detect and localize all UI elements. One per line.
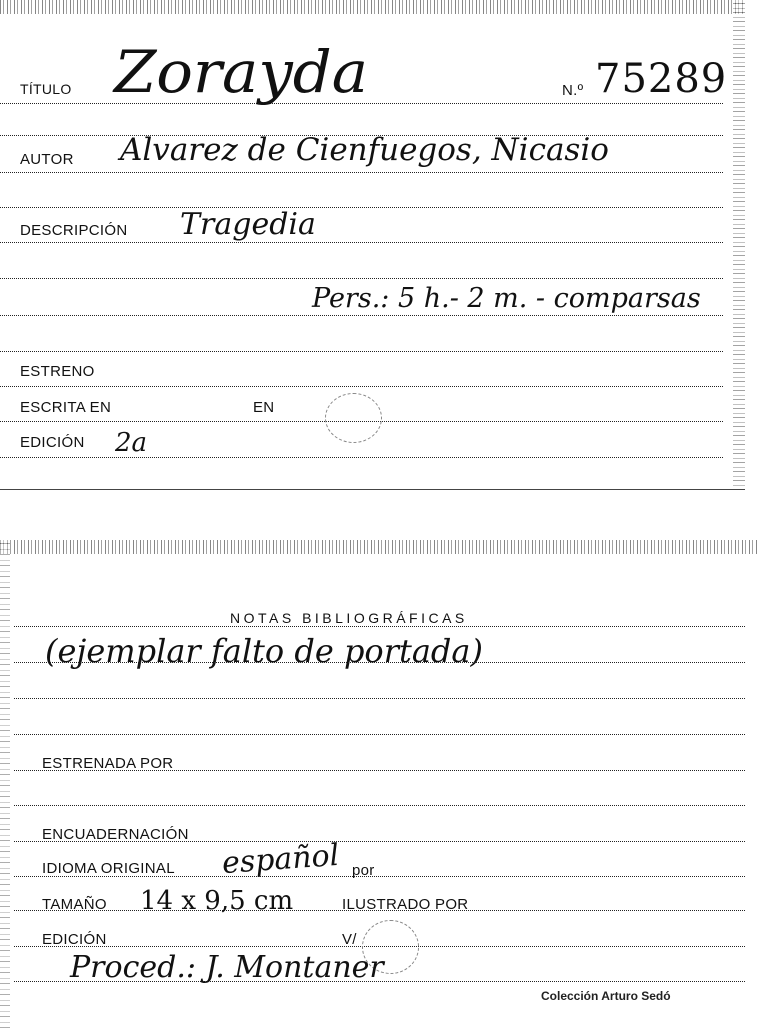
tamano-label: TAMAÑO — [42, 896, 107, 913]
ruled-line — [0, 242, 723, 243]
card-edge-texture — [733, 0, 745, 490]
card-edge-texture — [0, 540, 10, 1028]
idioma-label: IDIOMA ORIGINAL — [42, 860, 175, 877]
ruled-line — [0, 351, 723, 352]
descripcion-label: DESCRIPCIÓN — [20, 222, 128, 239]
card-edge-texture — [0, 540, 759, 554]
procedencia-value: Proced.: J. Montaner — [70, 950, 384, 985]
descripcion-extra: Pers.: 5 h.- 2 m. - comparsas — [312, 283, 701, 314]
por-label: por — [352, 862, 375, 879]
ruled-line — [14, 734, 745, 735]
escrita-en-label: ESCRITA EN — [20, 399, 112, 416]
ruled-line — [14, 626, 745, 627]
ruled-line — [0, 172, 723, 173]
ruled-line — [0, 315, 723, 316]
notas-value: (ejemplar falto de portada) — [45, 632, 483, 670]
catalog-card-front — [0, 0, 745, 490]
collection-footer: Colección Arturo Sedó — [541, 989, 671, 1003]
descripcion-value: Tragedia — [180, 207, 316, 242]
catalog-card-back — [0, 540, 759, 1028]
estrenada-label: ESTRENADA POR — [42, 755, 174, 772]
numero-label: N.º — [562, 82, 584, 99]
autor-label: AUTOR — [20, 151, 74, 168]
encuadernacion-label: ENCUADERNACIÓN — [42, 826, 189, 843]
estreno-label: ESTRENO — [20, 363, 95, 380]
tamano-value: 14 x 9,5 cm — [140, 886, 294, 916]
ruled-line — [14, 698, 745, 699]
ruled-line — [0, 386, 723, 387]
ruled-line — [14, 662, 745, 663]
ruled-line — [0, 278, 723, 279]
ilustrado-label: ILUSTRADO POR — [342, 896, 469, 913]
ruled-line — [0, 207, 723, 208]
edicion-label: EDICIÓN — [42, 931, 107, 948]
en-label: EN — [253, 399, 275, 416]
card-border — [0, 489, 745, 490]
edicion-label: EDICIÓN — [20, 434, 85, 451]
autor-value: Alvarez de Cienfuegos, Nicasio — [120, 132, 609, 168]
vol-label: V/ — [342, 931, 357, 948]
ruled-line — [0, 457, 723, 458]
titulo-value: Zorayda — [113, 38, 369, 106]
faded-stamp — [325, 393, 382, 443]
card-edge-texture — [0, 0, 745, 14]
titulo-label: TÍTULO — [20, 81, 72, 97]
ruled-line — [14, 805, 745, 806]
numero-value: 75289 — [595, 56, 728, 102]
idioma-value: español — [220, 837, 341, 882]
edicion-value: 2a — [115, 428, 148, 458]
notas-heading: NOTAS BIBLIOGRÁFICAS — [230, 610, 468, 626]
